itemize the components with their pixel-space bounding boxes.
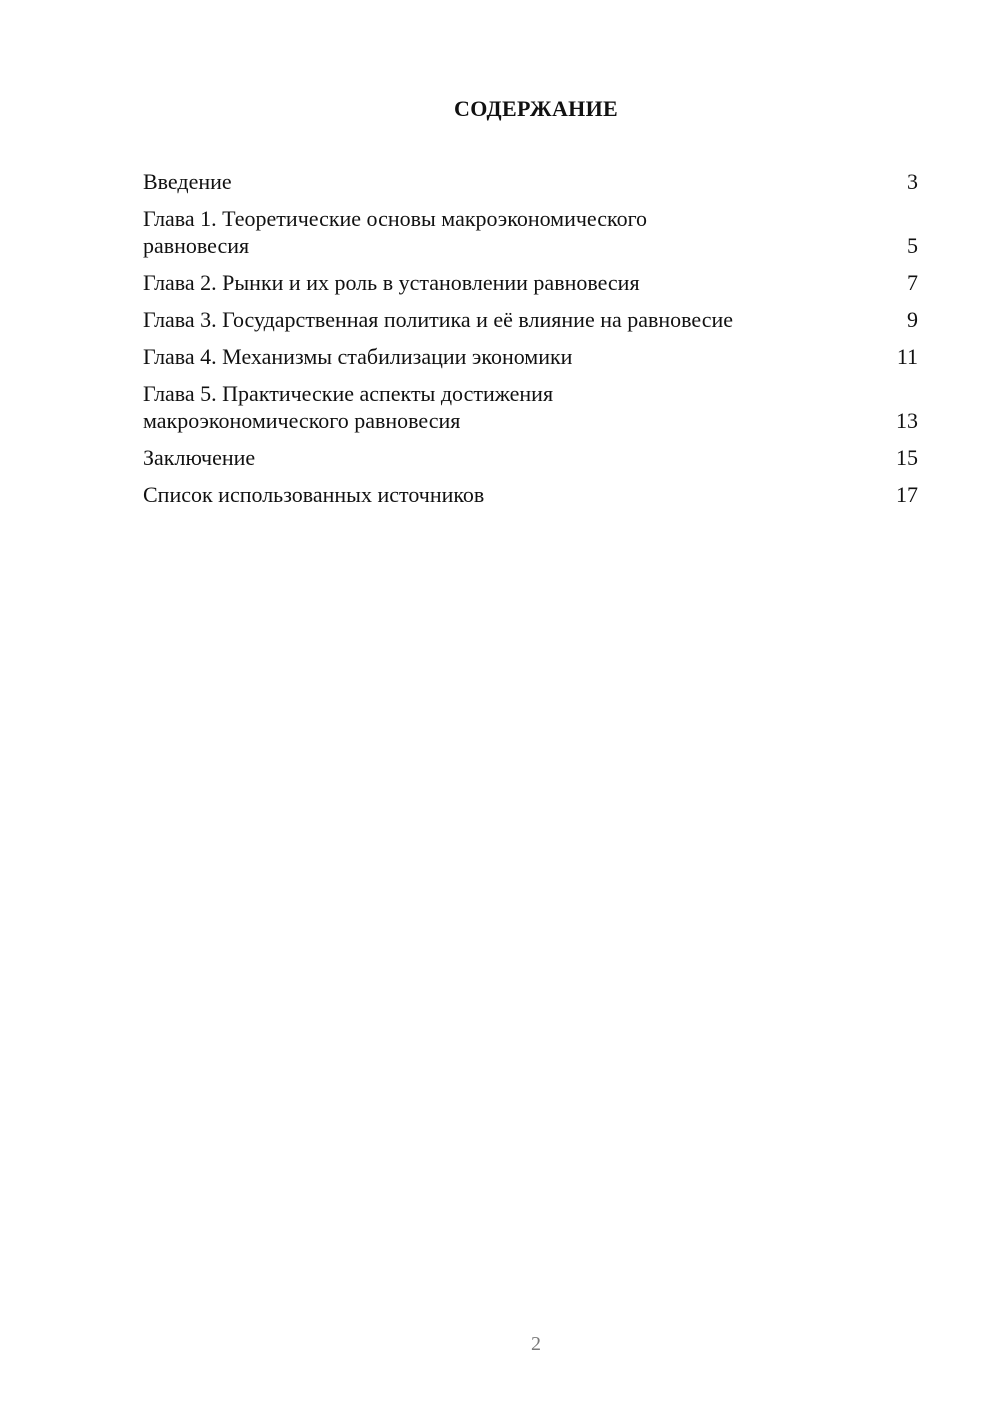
toc-entry-label: Список использованных источников <box>143 482 485 507</box>
toc-entry-page: 9 <box>907 307 918 332</box>
page-number: 2 <box>531 1333 541 1355</box>
toc-entry-page: 5 <box>907 233 918 258</box>
table-of-contents <box>143 168 918 518</box>
toc-entry-introduction <box>143 168 918 195</box>
toc-entry-chapter-1 <box>143 205 918 259</box>
toc-entry-chapter-2 <box>143 269 918 296</box>
toc-entry-page: 17 <box>896 482 918 507</box>
toc-entry-chapter-5 <box>143 380 918 434</box>
toc-entry-page: 15 <box>896 445 918 470</box>
toc-entry-chapter-4 <box>143 343 918 370</box>
toc-entry-page: 11 <box>896 344 918 369</box>
toc-entry-label: Введение <box>143 169 232 194</box>
toc-entry-label: Глава 1. Теоретические основы макроэкономического равновесия <box>143 206 648 258</box>
toc-entry-label: Глава 4. Механизмы стабилизации экономики <box>143 344 573 369</box>
page-title: СОДЕРЖАНИЕ <box>454 96 618 121</box>
toc-entry-page: 13 <box>896 408 918 433</box>
toc-entry-page: 3 <box>907 169 918 194</box>
toc-entry-references <box>143 481 918 508</box>
toc-entry-label: Заключение <box>143 445 256 470</box>
toc-entry-label: Глава 5. Практические аспекты достижения макроэкономического равновесия <box>143 381 554 433</box>
toc-entry-label: Глава 2. Рынки и их роль в установлении равновесия <box>143 270 640 295</box>
toc-entry-label: Глава 3. Государственная политика и её влияние на равновесие <box>143 307 734 332</box>
toc-entry-chapter-3 <box>143 306 918 333</box>
toc-entry-page: 7 <box>907 270 918 295</box>
toc-entry-conclusion <box>143 444 918 471</box>
